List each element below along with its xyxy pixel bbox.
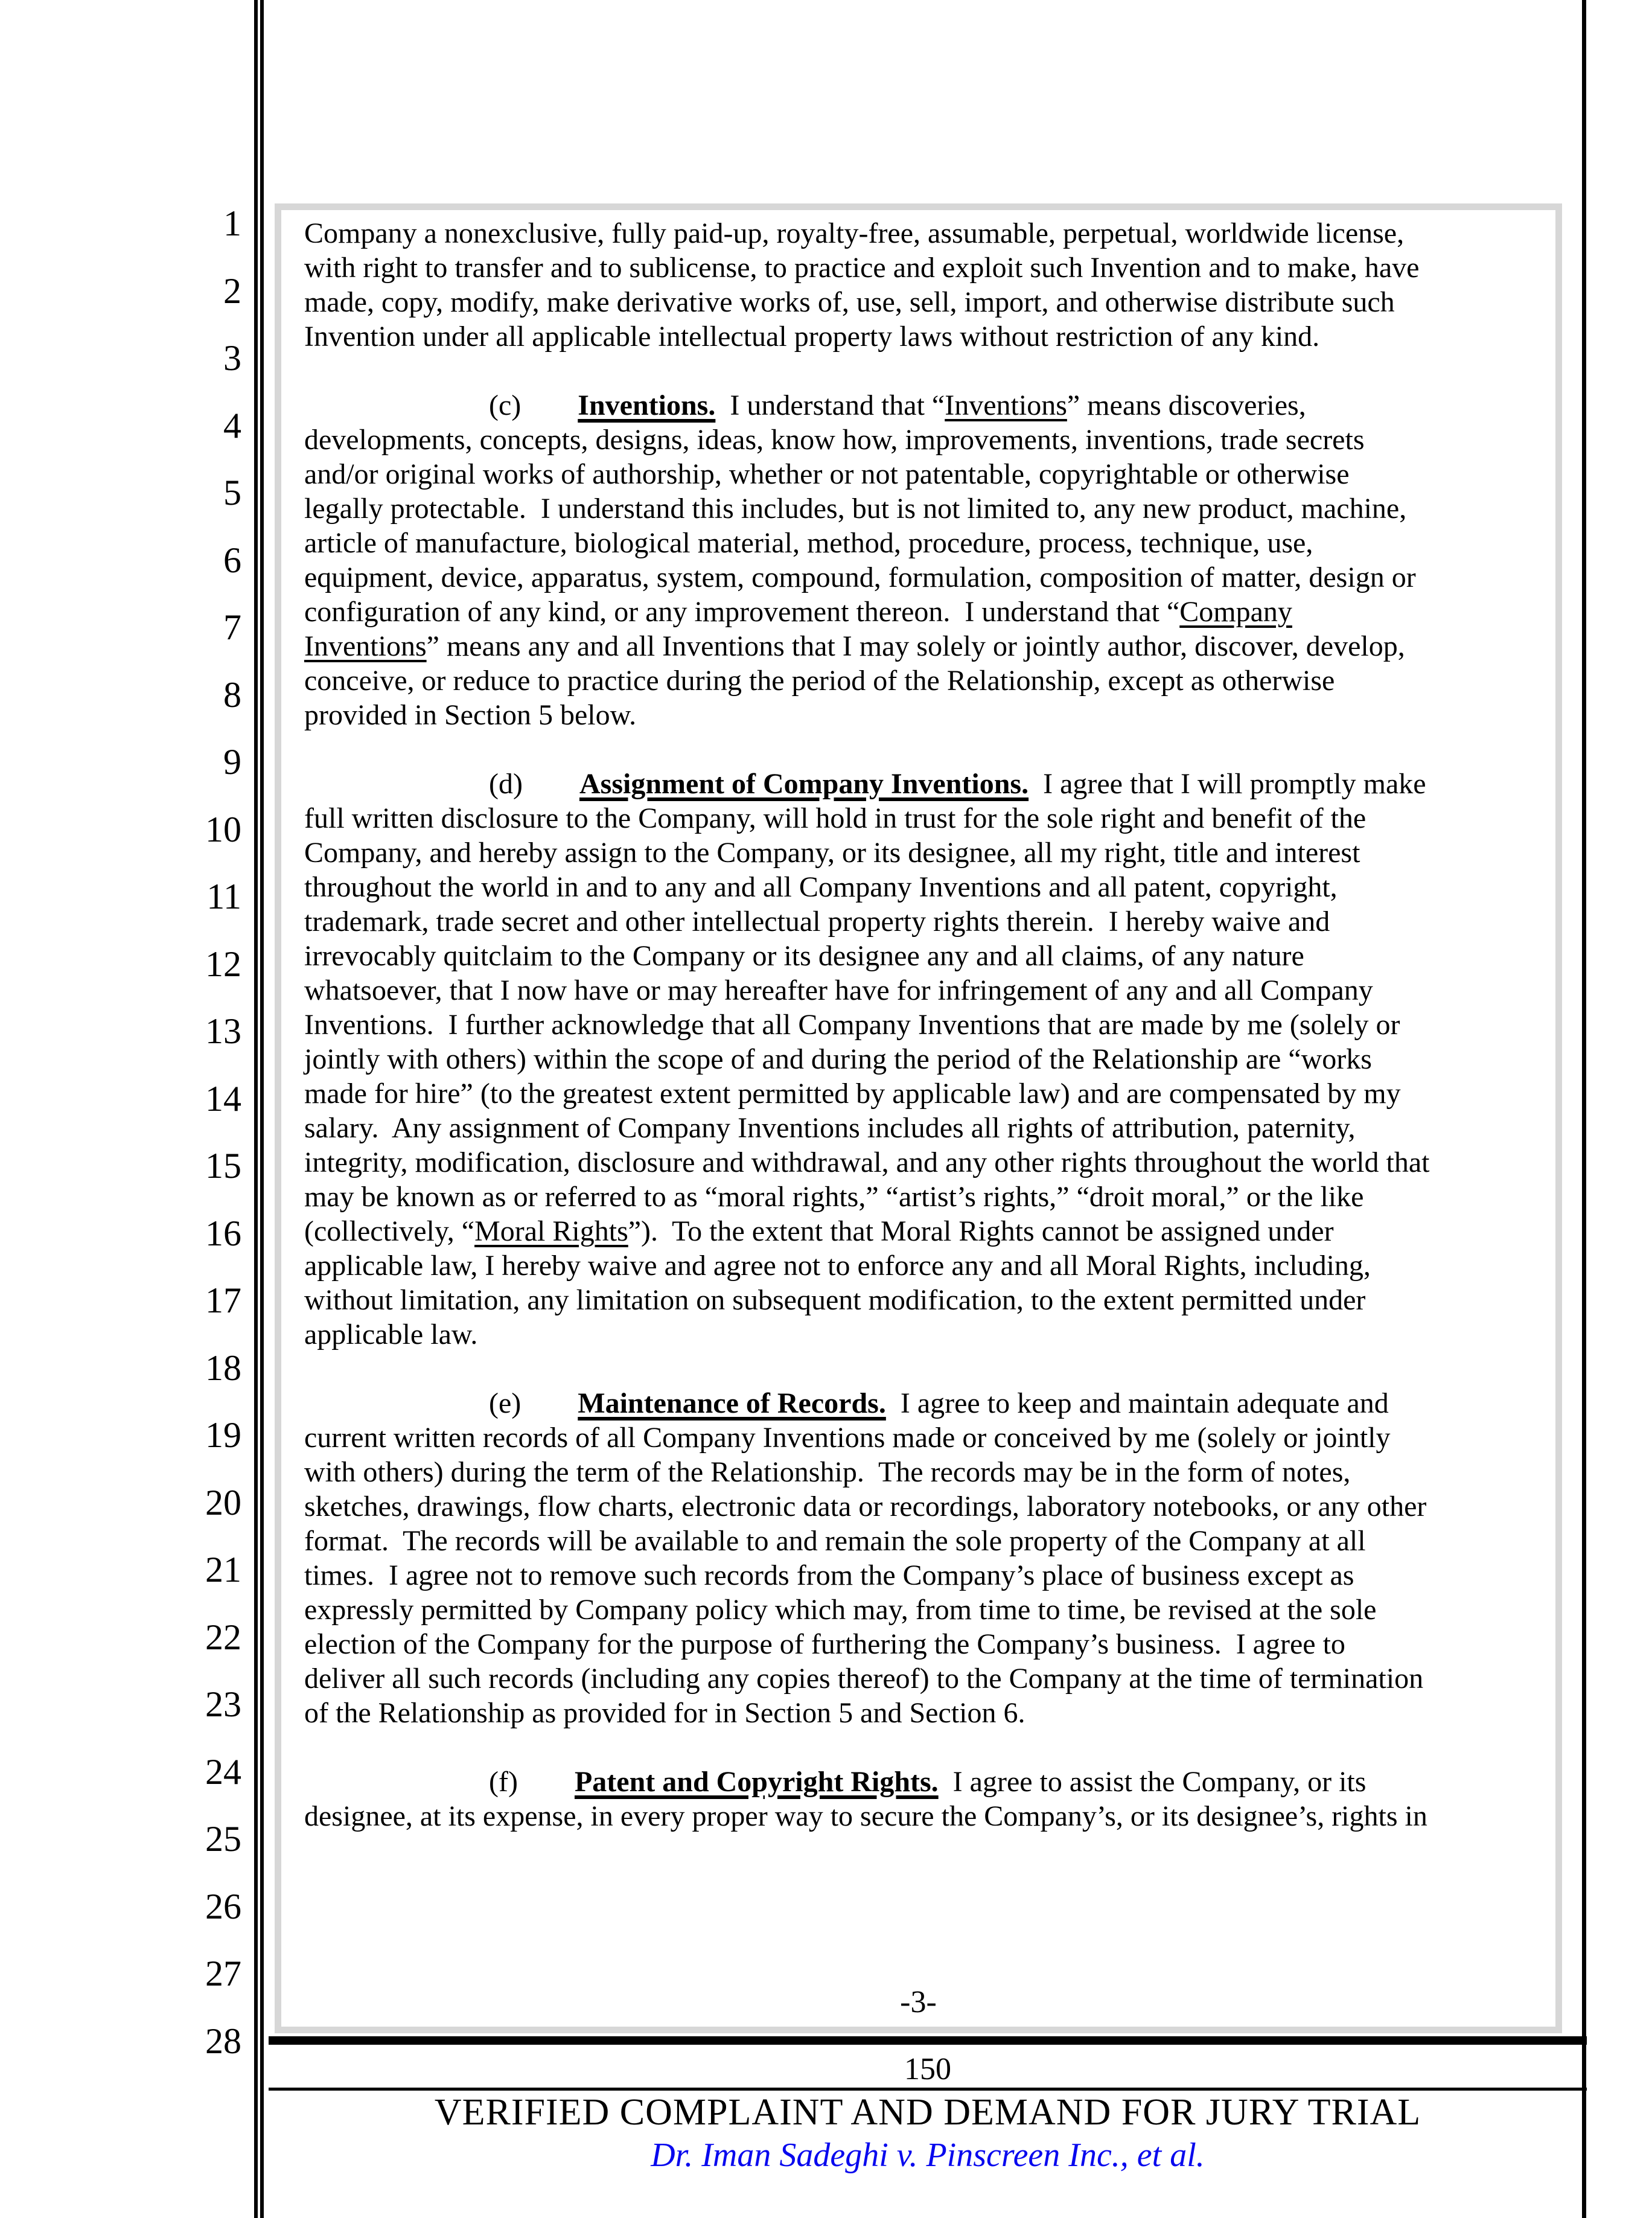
line-number: 11: [206, 877, 241, 916]
document-line: [304, 801, 1539, 836]
document-line: [304, 629, 1539, 663]
text-segment: legally protectable. I understand this includes, but is not limited to, any new product, machine,: [304, 493, 1407, 525]
text-segment: format. The records will be available to and remain the sole property of the Company at all: [304, 1525, 1366, 1557]
clause-heading: Inventions.: [578, 389, 716, 421]
text-segment: Company a nonexclusive, fully paid-up, royalty-free, assumable, perpetual, worldwide license,: [304, 217, 1405, 249]
exhibit-document-image: [275, 203, 1562, 2033]
document-line: [304, 1524, 1539, 1558]
text-segment: configuration of any kind, or any improvement thereon. I understand that “: [304, 596, 1180, 628]
document-line: [304, 870, 1539, 904]
line-number: 14: [205, 1078, 241, 1119]
line-number: 10: [205, 809, 241, 849]
line-number: 4: [223, 405, 241, 446]
document-line: [304, 836, 1539, 870]
document-line: [304, 1386, 1539, 1421]
line-number: 15: [205, 1146, 241, 1186]
text-segment: with others) during the term of the Relationship. The records may be in the form of notes,: [304, 1456, 1351, 1488]
text-segment: expressly permitted by Company policy which may, from time to time, be revised at the sole: [304, 1594, 1377, 1626]
text-segment: ”). To the extent that Moral Rights cannot be assigned under: [628, 1215, 1334, 1247]
document-line: [304, 526, 1539, 560]
line-number: 13: [205, 1011, 241, 1051]
text-segment: with right to transfer and to sublicense, to practice and exploit such Invention and to make, have: [304, 252, 1420, 284]
document-paragraph: [304, 1765, 1539, 1833]
document-line: [304, 1214, 1539, 1248]
document-line: [304, 388, 1539, 423]
footer-case-name: Dr. Iman Sadeghi v. Pinscreen Inc., et al.: [651, 2137, 1205, 2174]
text-segment: Company: [1179, 596, 1292, 628]
document-line: [304, 457, 1539, 491]
document-line: [304, 1317, 1539, 1352]
line-number: 26: [205, 1886, 241, 1926]
document-paragraph: [304, 1386, 1539, 1730]
document-line: [304, 285, 1539, 319]
document-line: [304, 698, 1539, 732]
line-number: 18: [205, 1347, 241, 1388]
line-number: 3: [223, 338, 241, 378]
text-segment: election of the Company for the purpose of furthering the Company’s business. I agree to: [304, 1628, 1345, 1660]
document-line: [304, 1455, 1539, 1489]
clause-heading: Patent and Copyright Rights.: [574, 1766, 939, 1798]
text-segment: made for hire” (to the greatest extent permitted by applicable law) and are compensated by my: [304, 1078, 1401, 1110]
left-margin-rule-inner: [260, 0, 264, 2218]
right-margin-rule: [1582, 0, 1586, 2218]
document-line: [304, 216, 1539, 251]
text-segment: applicable law.: [304, 1318, 478, 1350]
line-number: 17: [205, 1280, 241, 1320]
document-line: [304, 491, 1539, 526]
document-line: [304, 1765, 1539, 1799]
document-line: [304, 1627, 1539, 1661]
line-number: 28: [205, 2021, 241, 2061]
footer-thick-rule: [269, 2036, 1587, 2045]
line-number: 27: [205, 1954, 241, 1993]
document-line: [304, 1008, 1539, 1042]
text-segment: Inventions: [304, 630, 427, 662]
footer-document-title: VERIFIED COMPLAINT AND DEMAND FOR JURY TRIAL: [434, 2092, 1421, 2133]
line-number: 19: [205, 1415, 241, 1455]
text-segment: I agree to keep and maintain adequate and: [885, 1387, 1389, 1419]
line-number: 5: [223, 473, 241, 513]
text-segment: article of manufacture, biological material, method, procedure, process, technique, use,: [304, 527, 1313, 559]
line-number: 9: [223, 742, 241, 782]
text-segment: Company, and hereby assign to the Company, or its designee, all my right, title and interest: [304, 837, 1360, 869]
document-line: [304, 1076, 1539, 1111]
text-segment: ” means discoveries,: [1067, 389, 1306, 421]
text-segment: (f): [489, 1766, 518, 1798]
text-segment: throughout the world in and to any and all Company Inventions and all patent, copyright,: [304, 871, 1338, 903]
line-number-column: [0, 0, 241, 2218]
text-segment: whatsoever, that I now have or may hereafter have for infringement of any and all Company: [304, 974, 1373, 1006]
document-line: [304, 1180, 1539, 1214]
text-segment: designee, at its expense, in every proper way to secure the Company’s, or its designee’s, rights in: [304, 1800, 1427, 1832]
document-line: [304, 939, 1539, 973]
text-segment: deliver all such records (including any copies thereof) to the Company at the time of termination: [304, 1663, 1424, 1695]
document-line: [304, 1799, 1539, 1833]
text-segment: irrevocably quitclaim to the Company or its designee any and all claims, of any nature: [304, 940, 1304, 972]
text-segment: ” means any and all Inventions that I may solely or jointly author, discover, develop,: [426, 630, 1405, 662]
text-segment: sketches, drawings, flow charts, electronic data or recordings, laboratory notebooks, or any other: [304, 1491, 1427, 1523]
text-segment: I understand that “: [715, 389, 945, 421]
text-segment: Inventions: [945, 389, 1067, 421]
document-line: [304, 423, 1539, 457]
clause-heading: Maintenance of Records.: [578, 1387, 886, 1419]
text-segment: may be known as or referred to as “moral rights,” “artist’s rights,” “droit moral,” or the like: [304, 1181, 1364, 1213]
line-number: 24: [205, 1751, 241, 1792]
document-paragraph: [304, 216, 1539, 354]
text-segment: Inventions. I further acknowledge that all Company Inventions that are made by me (solely or: [304, 1009, 1400, 1041]
document-line: [304, 767, 1539, 801]
left-margin-rule-outer: [254, 0, 258, 2218]
text-segment: full written disclosure to the Company, will hold in trust for the sole right and benefit of the: [304, 802, 1367, 834]
document-line: [304, 251, 1539, 285]
document-line: [304, 973, 1539, 1008]
text-segment: times. I agree not to remove such records from the Company’s place of business except as: [304, 1559, 1354, 1591]
line-number: 8: [223, 674, 241, 715]
text-segment: (collectively, “: [304, 1215, 475, 1247]
text-segment: integrity, modification, disclosure and withdrawal, and any other rights throughout the world that: [304, 1146, 1430, 1178]
line-number: 1: [223, 203, 241, 243]
text-segment: of the Relationship as provided for in Section 5 and Section 6.: [304, 1697, 1025, 1729]
document-line: [304, 904, 1539, 939]
document-line: [304, 1696, 1539, 1730]
document-line: [304, 1421, 1539, 1455]
clause-heading: Assignment of Company Inventions.: [579, 768, 1029, 800]
document-line: [304, 1042, 1539, 1076]
document-line: [304, 1111, 1539, 1145]
text-segment: current written records of all Company Inventions made or conceived by me (solely or jointly: [304, 1422, 1391, 1454]
footer-thin-rule: [269, 2088, 1587, 2091]
document-paragraph: [304, 767, 1539, 1352]
line-number: 21: [205, 1550, 241, 1590]
text-segment: trademark, trade secret and other intellectual property rights therein. I hereby waive and: [304, 906, 1330, 938]
text-segment: equipment, device, apparatus, system, compound, formulation, composition of matter, design or: [304, 561, 1416, 593]
document-line: [304, 595, 1539, 629]
document-line: [304, 1661, 1539, 1696]
exhibit-document-text: [304, 216, 1539, 1833]
text-segment: without limitation, any limitation on subsequent modification, to the extent permitted under: [304, 1284, 1366, 1316]
text-segment: made, copy, modify, make derivative works of, use, sell, import, and otherwise distribute such: [304, 286, 1395, 318]
text-segment: developments, concepts, designs, ideas, know how, improvements, inventions, trade secrets: [304, 424, 1365, 456]
document-line: [304, 663, 1539, 698]
text-segment: salary. Any assignment of Company Inventions includes all rights of attribution, paternity,: [304, 1112, 1356, 1144]
bates-number: 150: [904, 2052, 951, 2086]
text-segment: jointly with others) within the scope of and during the period of the Relationship are “works: [304, 1043, 1372, 1075]
line-number: 6: [223, 540, 241, 580]
line-number: 23: [205, 1684, 241, 1724]
exhibit-page-number: -3-: [900, 1985, 937, 2019]
document-line: [304, 1145, 1539, 1180]
text-segment: (d): [489, 768, 523, 800]
document-line: [304, 1248, 1539, 1283]
document-line: [304, 1489, 1539, 1524]
text-segment: conceive, or reduce to practice during the period of the Relationship, except as otherwise: [304, 665, 1335, 697]
document-line: [304, 319, 1539, 354]
line-number: 2: [223, 270, 241, 311]
text-segment: (c): [489, 389, 521, 421]
document-line: [304, 1558, 1539, 1593]
text-segment: Invention under all applicable intellectual property laws without restriction of any kind.: [304, 321, 1320, 353]
document-line: [304, 1283, 1539, 1317]
document-line: [304, 560, 1539, 595]
document-line: [304, 1593, 1539, 1627]
text-segment: provided in Section 5 below.: [304, 699, 637, 731]
text-segment: Moral Rights: [474, 1215, 628, 1247]
text-segment: I agree that I will promptly make: [1029, 768, 1426, 800]
text-segment: applicable law, I hereby waive and agree not to enforce any and all Moral Rights, including,: [304, 1250, 1371, 1282]
text-segment: (e): [489, 1387, 521, 1419]
text-segment: I agree to assist the Company, or its: [938, 1766, 1367, 1798]
text-segment: and/or original works of authorship, whether or not patentable, copyrightable or otherwise: [304, 458, 1350, 490]
line-number: 20: [205, 1482, 241, 1523]
document-paragraph: [304, 388, 1539, 732]
line-number: 7: [223, 607, 241, 647]
line-number: 22: [205, 1617, 241, 1657]
line-number: 25: [205, 1819, 241, 1859]
line-number: 12: [205, 944, 241, 984]
line-number: 16: [205, 1213, 241, 1253]
